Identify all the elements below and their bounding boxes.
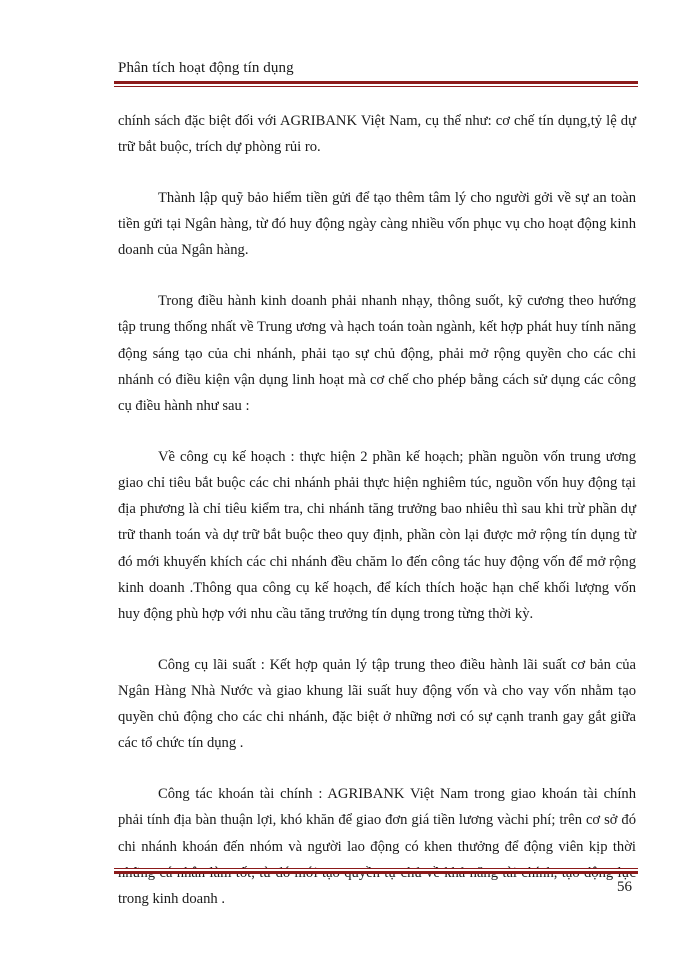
paragraph-planning-tool: Về công cụ kế hoạch : thực hiện 2 phần kế hoạch; phần nguồn vốn trung ương giao chỉ tiêu bắt buộc các chi nhánh phải thực hiện nghiêm túc, nguồn vốn huy động tại địa phương là chỉ tiêu kiểm tra, chi nhánh tăng trưởng bao nhiêu thì sau khi trừ phần dự trữ thanh toán và dự trữ bắt buộc theo quy định, phần còn lại được mở rộng tín dụng từ đó mới khuyến khích các chi nhánh đều chăm lo đến công tác huy động vốn để mở rộng kinh doanh .Thông qua công cụ kế hoạch, để kích thích hoặc hạn chế khối lượng vốn huy động phù hợp với nhu cầu tăng trưởng tín dụng trong từng thời kỳ. [118, 448, 636, 623]
header-rule [114, 81, 638, 87]
paragraph-deposit-insurance: Thành lập quỹ bảo hiểm tiền gửi để tạo thêm tâm lý cho người gởi về sự an toàn tiền gửi tại Ngân hàng, từ đó huy động ngày càng nhiều vốn phục vụ cho hoạt động kinh doanh của Ngân hàng. [118, 190, 636, 259]
paragraph-business-management: Trong điều hành kinh doanh phải nhanh nhạy, thông suốt, kỹ cương theo hướng tập trung thống nhất về Trung ương và hạch toán toàn ngành, kết hợp phát huy tính năng động sáng tạo của chi nhánh, phải tạo sự chủ động, phải mở rộng quyền cho các chi nhánh có điều kiện vận dụng linh hoạt mà cơ chế cho phép bằng cách sử dụng các công cụ điều hành như sau : [118, 293, 636, 415]
paragraph-continuation: chính sách đặc biệt đối với AGRIBANK Việt Nam, cụ thể như: cơ chế tín dụng,tỷ lệ dự trữ bắt buộc, trích dự phòng rủi ro. [118, 113, 636, 156]
running-header-title: Phân tích hoạt động tín dụng [118, 60, 294, 76]
page-number: 56 [617, 879, 632, 895]
footer-rule [114, 868, 638, 874]
body-text [118, 108, 636, 937]
paragraph-interest-rate-tool: Công cụ lãi suất : Kết hợp quản lý tập trung theo điều hành lãi suất cơ bản của Ngân Hàng Nhà Nước và giao khung lãi suất huy động vốn và cho vay vốn nhằm tạo quyền chủ động cho các chi nhánh, đặc biệt ở những nơi có sự cạnh tranh gay gắt giữa các tổ chức tín dụng . [118, 656, 636, 752]
paragraph-financial-contracting: Công tác khoán tài chính : AGRIBANK Việt Nam trong giao khoán tài chính phải tính địa bàn thuận lợi, khó khăn để giao đơn giá tiền lương vàchi phí; trên cơ sở đó chi nhánh khoán đến nhóm và người lao động có khen thưởng để động viên kịp thời trong kinh doanh . [118, 786, 636, 908]
